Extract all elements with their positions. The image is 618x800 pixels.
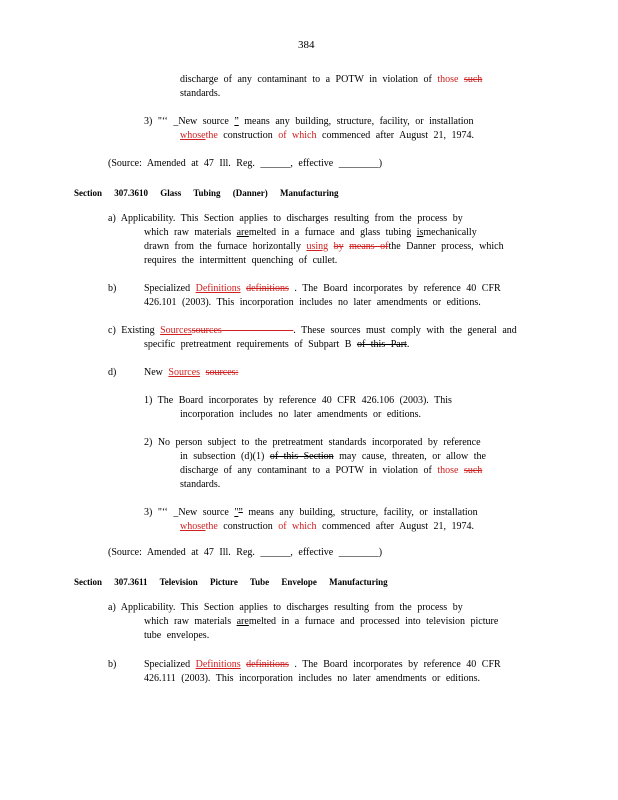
- text: specific pretreatment requirements of Subpart B: [144, 339, 352, 350]
- deleted-text: definitions: [246, 659, 289, 670]
- text: Specialized: [144, 283, 191, 294]
- text: . The Board incorporates by reference 40 CFR: [294, 659, 501, 670]
- paragraph-line: standards.: [180, 88, 221, 99]
- paragraph-line: 426.101 (2003). This incorporation includes no later amendments or editions.: [144, 297, 481, 308]
- text: the: [205, 521, 218, 532]
- text: are: [236, 616, 249, 627]
- deleted-text: :: [235, 367, 239, 378]
- paragraph-line: [144, 338, 409, 352]
- inserted-text: Sources: [168, 367, 201, 378]
- text: which raw materials: [144, 616, 232, 627]
- paragraph-line: [144, 366, 238, 380]
- paragraph-line: [144, 658, 501, 672]
- text: melted in a furnace and processed into television picture: [248, 616, 499, 627]
- paragraph-line: b): [108, 659, 117, 670]
- paragraph-line: [180, 464, 482, 478]
- text: means any building, structure, facility, or installation: [244, 116, 474, 127]
- deleted-text: of this Part: [356, 339, 407, 350]
- paragraph-line: a) Applicability. This Section applies to discharges resulting from the process by: [108, 213, 463, 224]
- paragraph-line: 2) No person subject to the pretreatment standards incorporated by reference: [144, 437, 481, 448]
- paragraph-line: requires the intermittent quenching of cullet.: [144, 255, 338, 266]
- text: is: [416, 227, 424, 238]
- text: drawn from the furnace horizontally: [144, 241, 301, 252]
- text: _New source: [173, 116, 229, 127]
- quote-mark: ": [234, 507, 239, 518]
- inserted-text: Definitions: [195, 283, 241, 294]
- text: commenced after August 21, 1974.: [322, 521, 474, 532]
- paragraph-line: tube envelopes.: [144, 630, 210, 641]
- inserted-text: using: [306, 241, 329, 252]
- deleted-text: such: [463, 465, 483, 476]
- item-number: 3) "‘‘: [144, 507, 168, 518]
- text: discharge of any contaminant to a POTW in violation of: [180, 74, 432, 85]
- paragraph-line: standards.: [180, 479, 221, 490]
- inserted-text: of which: [278, 130, 317, 141]
- item-number: 3) "‘‘: [144, 116, 168, 127]
- section-heading: Section 307.3611 Television Picture Tube Envelope Manufacturing: [74, 577, 388, 587]
- paragraph-line: [144, 240, 504, 254]
- section-heading: Section 307.3610 Glass Tubing (Danner) Manufacturing: [74, 188, 339, 198]
- inserted-text: of which: [278, 521, 317, 532]
- page-number: 384: [298, 39, 315, 51]
- text: c) Existing: [108, 325, 155, 336]
- text: Specialized: [144, 659, 191, 670]
- paragraph-line: [144, 282, 501, 296]
- text: discharge of any contaminant to a POTW in violation of: [180, 465, 432, 476]
- paragraph-line: [180, 73, 482, 87]
- deleted-text: of this Section: [269, 451, 334, 462]
- paragraph-line: [144, 226, 477, 240]
- paragraph-line: [180, 450, 486, 464]
- text: New: [144, 367, 163, 378]
- paragraph-line: [180, 520, 474, 534]
- quote-mark: ”: [234, 116, 239, 127]
- text: in subsection (d)(1): [180, 451, 265, 462]
- deleted-text: ”: [238, 507, 243, 518]
- paragraph-line: a) Applicability. This Section applies to discharges resulting from the process by: [108, 602, 463, 613]
- text: .: [406, 339, 410, 350]
- text: the: [205, 130, 218, 141]
- inserted-text: those: [437, 74, 459, 85]
- paragraph-line: 1) The Board incorporates by reference 40 CFR 426.106 (2003). This: [144, 395, 452, 406]
- text: commenced after August 21, 1974.: [322, 130, 474, 141]
- item-label: b): [108, 283, 117, 294]
- paragraph-line: [180, 129, 474, 143]
- text: means any building, structure, facility, or installation: [248, 507, 478, 518]
- inserted-text: whose: [180, 130, 206, 141]
- inserted-text: whose: [180, 521, 206, 532]
- inserted-text: Definitions: [195, 659, 241, 670]
- paragraph-line: d): [108, 367, 117, 378]
- paragraph-line: [144, 115, 474, 129]
- text: . These sources must comply with the general and: [293, 325, 517, 336]
- text: construction: [223, 130, 273, 141]
- deleted-text: means of: [349, 241, 389, 252]
- deleted-text: such: [463, 74, 483, 85]
- text: are: [236, 227, 249, 238]
- deleted-text: definitions: [246, 283, 289, 294]
- deleted-text: sources: [205, 367, 236, 378]
- inserted-text: those: [437, 465, 459, 476]
- source-note: (Source: Amended at 47 Ill. Reg. ______, effective ________): [108, 547, 383, 558]
- deleted-text: by: [333, 241, 344, 252]
- text: may cause, threaten, or allow the: [339, 451, 486, 462]
- paragraph-line: [144, 615, 498, 629]
- deleted-text: [222, 325, 294, 336]
- paragraph-line: [144, 506, 478, 520]
- paragraph-line: incorporation includes no later amendments or editions.: [180, 409, 421, 420]
- text: the Danner process, which: [388, 241, 504, 252]
- paragraph-line: [108, 282, 116, 296]
- paragraph-line: [108, 324, 517, 338]
- text: mechanically: [423, 227, 477, 238]
- text: _New source: [173, 507, 229, 518]
- deleted-text: sources: [191, 325, 222, 336]
- text: construction: [223, 521, 273, 532]
- inserted-text: Sources: [160, 325, 192, 336]
- source-note: (Source: Amended at 47 Ill. Reg. ______, effective ________): [108, 158, 383, 169]
- text: which raw materials: [144, 227, 232, 238]
- text: melted in a furnace and glass tubing: [248, 227, 412, 238]
- text: . The Board incorporates by reference 40 CFR: [294, 283, 501, 294]
- paragraph-line: 426.111 (2003). This incorporation includes no later amendments or editions.: [144, 673, 481, 684]
